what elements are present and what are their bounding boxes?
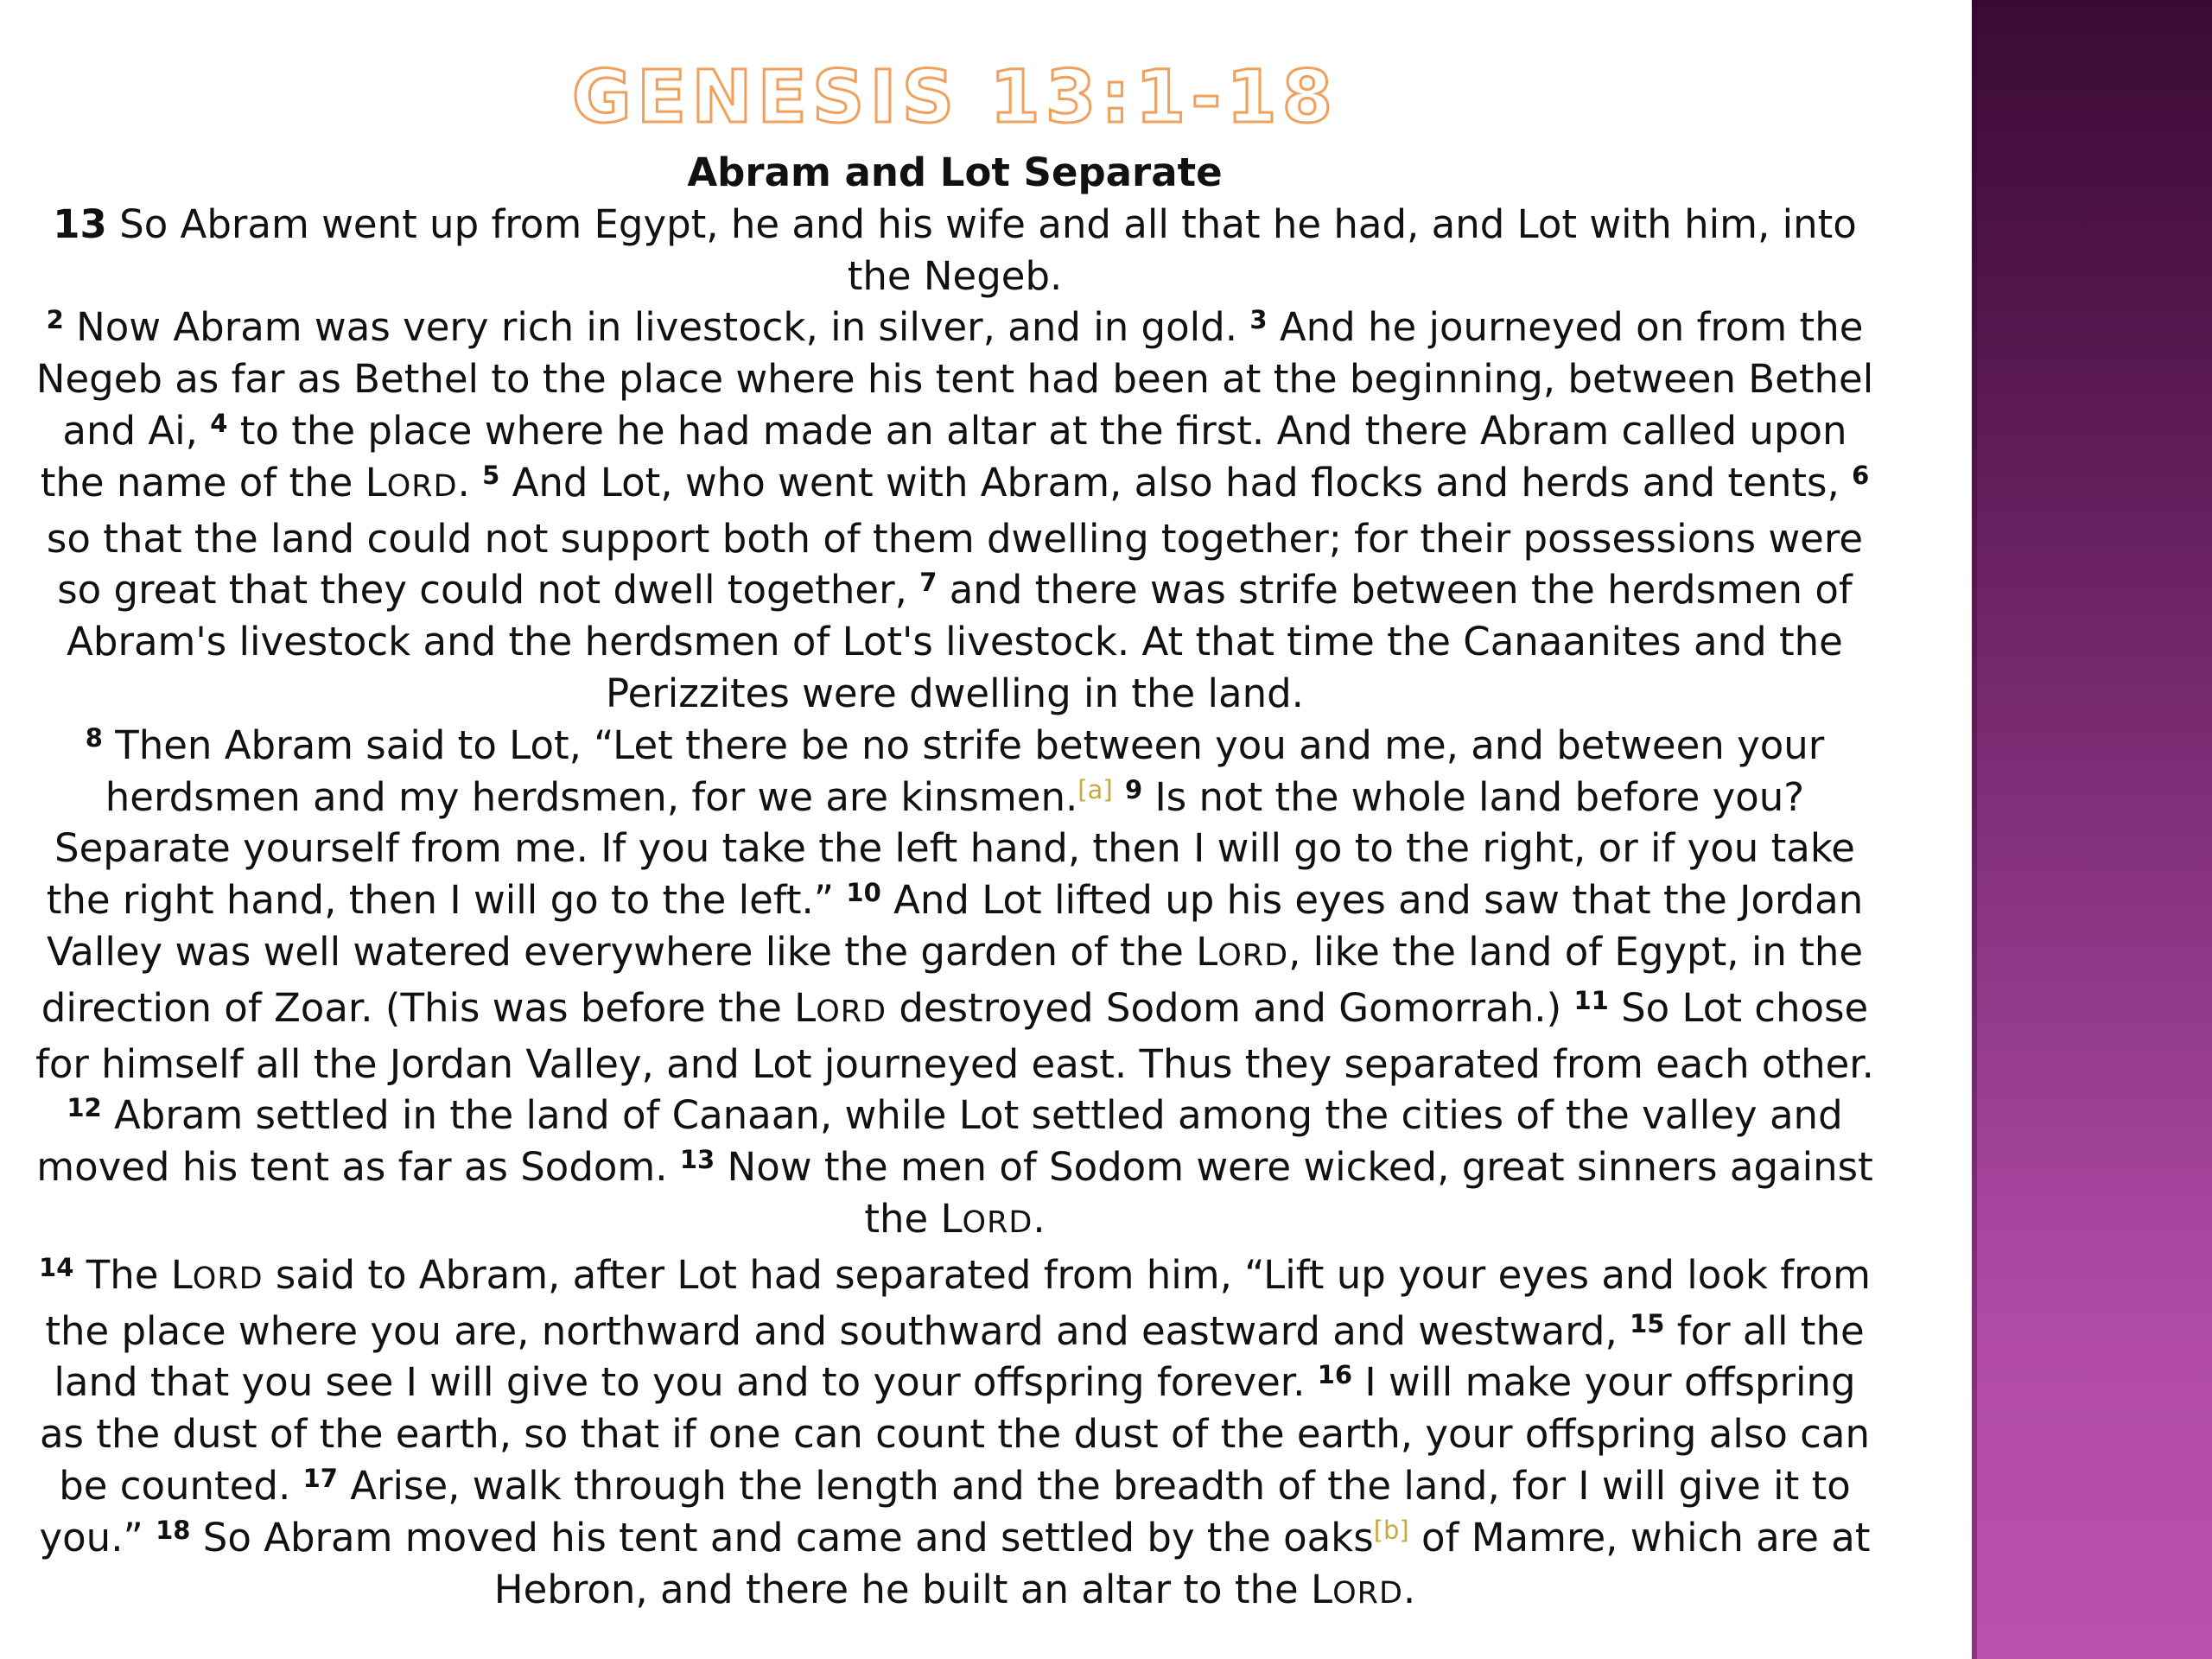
- lord-smallcaps: LORD: [1311, 1566, 1403, 1612]
- verse-1-text: So Abram went up from Egypt, he and his wife and all that he had, and Lot with him, into the Negeb.: [106, 200, 1857, 299]
- verse-text: , like the land of Egypt, in the direction of Zoar. (This was before the: [41, 928, 1864, 1031]
- verse-text: And Lot, who went with Abram, also had flocks and herds and tents,: [499, 459, 1853, 505]
- verse-number: 4: [210, 408, 228, 438]
- verse-text: destroyed Sodom and Gomorrah.): [887, 984, 1574, 1031]
- verse-number: 3: [1249, 305, 1268, 335]
- verse-text: and there was strife between the herdsmen of Abram's livestock and the herdsmen of Lot's livestock. At that time the Canaanites and the Perizzites were dwelling in the land.: [67, 567, 1853, 716]
- footnote-link-b[interactable]: [b]: [1373, 1515, 1409, 1545]
- verse-text: So Lot chose for himself all the Jordan Valley, and Lot journeyed east. Thus they separated from each other.: [35, 984, 1874, 1087]
- verse-number: 2: [46, 305, 64, 335]
- paragraph-1: [26, 199, 1884, 302]
- verse-text: of Mamre, which are at Hebron, and there he built an altar to the: [493, 1514, 1871, 1612]
- verse-text: And Lot lifted up his eyes and saw that the Jordan Valley was well watered everywhere like the garden of the: [46, 877, 1864, 975]
- verse-text: The: [73, 1251, 171, 1298]
- verse-number: 9: [1125, 774, 1143, 804]
- verse-text: .: [457, 459, 483, 505]
- verse-number: 8: [85, 722, 103, 753]
- verse-text: Now the men of Sodom were wicked, great sinners against the: [715, 1144, 1873, 1242]
- verse-number: 17: [302, 1463, 338, 1493]
- verse-text: Abram settled in the land of Canaan, while Lot settled among the cities of the valley and moved his tent as far as Sodom.: [36, 1092, 1843, 1191]
- verse-text: Is not the whole land before you? Separate yourself from me. If you take the left hand, then I will go to the right, or if you take the right hand, then I will go to the left.”: [46, 773, 1855, 924]
- footnote-link-a[interactable]: [a]: [1077, 774, 1113, 804]
- slide-title: GENESIS 13:1-18: [571, 54, 1338, 139]
- lord-smallcaps: LORD: [170, 1251, 264, 1298]
- decorative-sidebar: [1972, 0, 2212, 1659]
- lord-smallcaps: LORD: [1196, 928, 1289, 975]
- verse-text: So Abram moved his tent and came and settled by the oaks: [190, 1514, 1374, 1560]
- verse-text: to the place where he had made an altar at the first. And there Abram called upon the name of the: [40, 407, 1847, 505]
- scripture-text: [26, 147, 1884, 1619]
- verse-text: Then Abram said to Lot, “Let there be no strife between you and me, and between your herdsmen and my herdsmen, for we are kinsmen.: [102, 721, 1825, 820]
- verse-number: 12: [67, 1093, 102, 1123]
- lord-smallcaps: LORD: [365, 459, 458, 505]
- paragraph-2: [26, 302, 1884, 719]
- paragraph-4: [26, 1249, 1884, 1620]
- verse-text: for all the land that you see I will give to you and to your offspring forever.: [54, 1307, 1865, 1406]
- chapter-number: 13: [53, 200, 107, 247]
- verse-number: 10: [846, 878, 881, 908]
- verse-text: And he journeyed on from the Negeb as far as Bethel to the place where his tent had been at the beginning, between Bethel and Ai,: [35, 304, 1874, 454]
- lord-smallcaps: LORD: [940, 1195, 1033, 1242]
- verse-text: I will make your offspring as the dust of the earth, so that if one can count the dust of the earth, your offspring also can be counted.: [39, 1359, 1870, 1509]
- lord-smallcaps: LORD: [794, 984, 887, 1031]
- verse-number: 15: [1630, 1308, 1665, 1338]
- verse-number: 13: [679, 1145, 715, 1175]
- verse-number: 16: [1317, 1360, 1353, 1390]
- verse-number: 5: [482, 460, 500, 490]
- verse-text: .: [1033, 1195, 1046, 1242]
- verse-text: Now Abram was very rich in livestock, in silver, and in gold.: [63, 304, 1250, 351]
- verse-number: 14: [39, 1252, 74, 1282]
- section-heading: Abram and Lot Separate: [687, 149, 1223, 195]
- verse-text: .: [1402, 1566, 1416, 1612]
- verse-number: 6: [1852, 460, 1870, 490]
- verse-number: 18: [156, 1515, 191, 1545]
- verse-text: Arise, walk through the length and the breadth of the land, for I will give it to you.”: [39, 1462, 1851, 1560]
- sidebar-edge-shadow: [1972, 0, 1977, 1659]
- paragraph-3: [26, 720, 1884, 1249]
- verse-text: so that the land could not support both of them dwelling together; for their possessions were so great that they could not dwell together,: [46, 515, 1864, 613]
- verse-number: 7: [919, 568, 938, 598]
- verse-number: 11: [1573, 985, 1609, 1015]
- verse-text: said to Abram, after Lot had separated from him, “Lift up your eyes and look from the place where you are, northward and southward and eastward and westward,: [45, 1251, 1871, 1354]
